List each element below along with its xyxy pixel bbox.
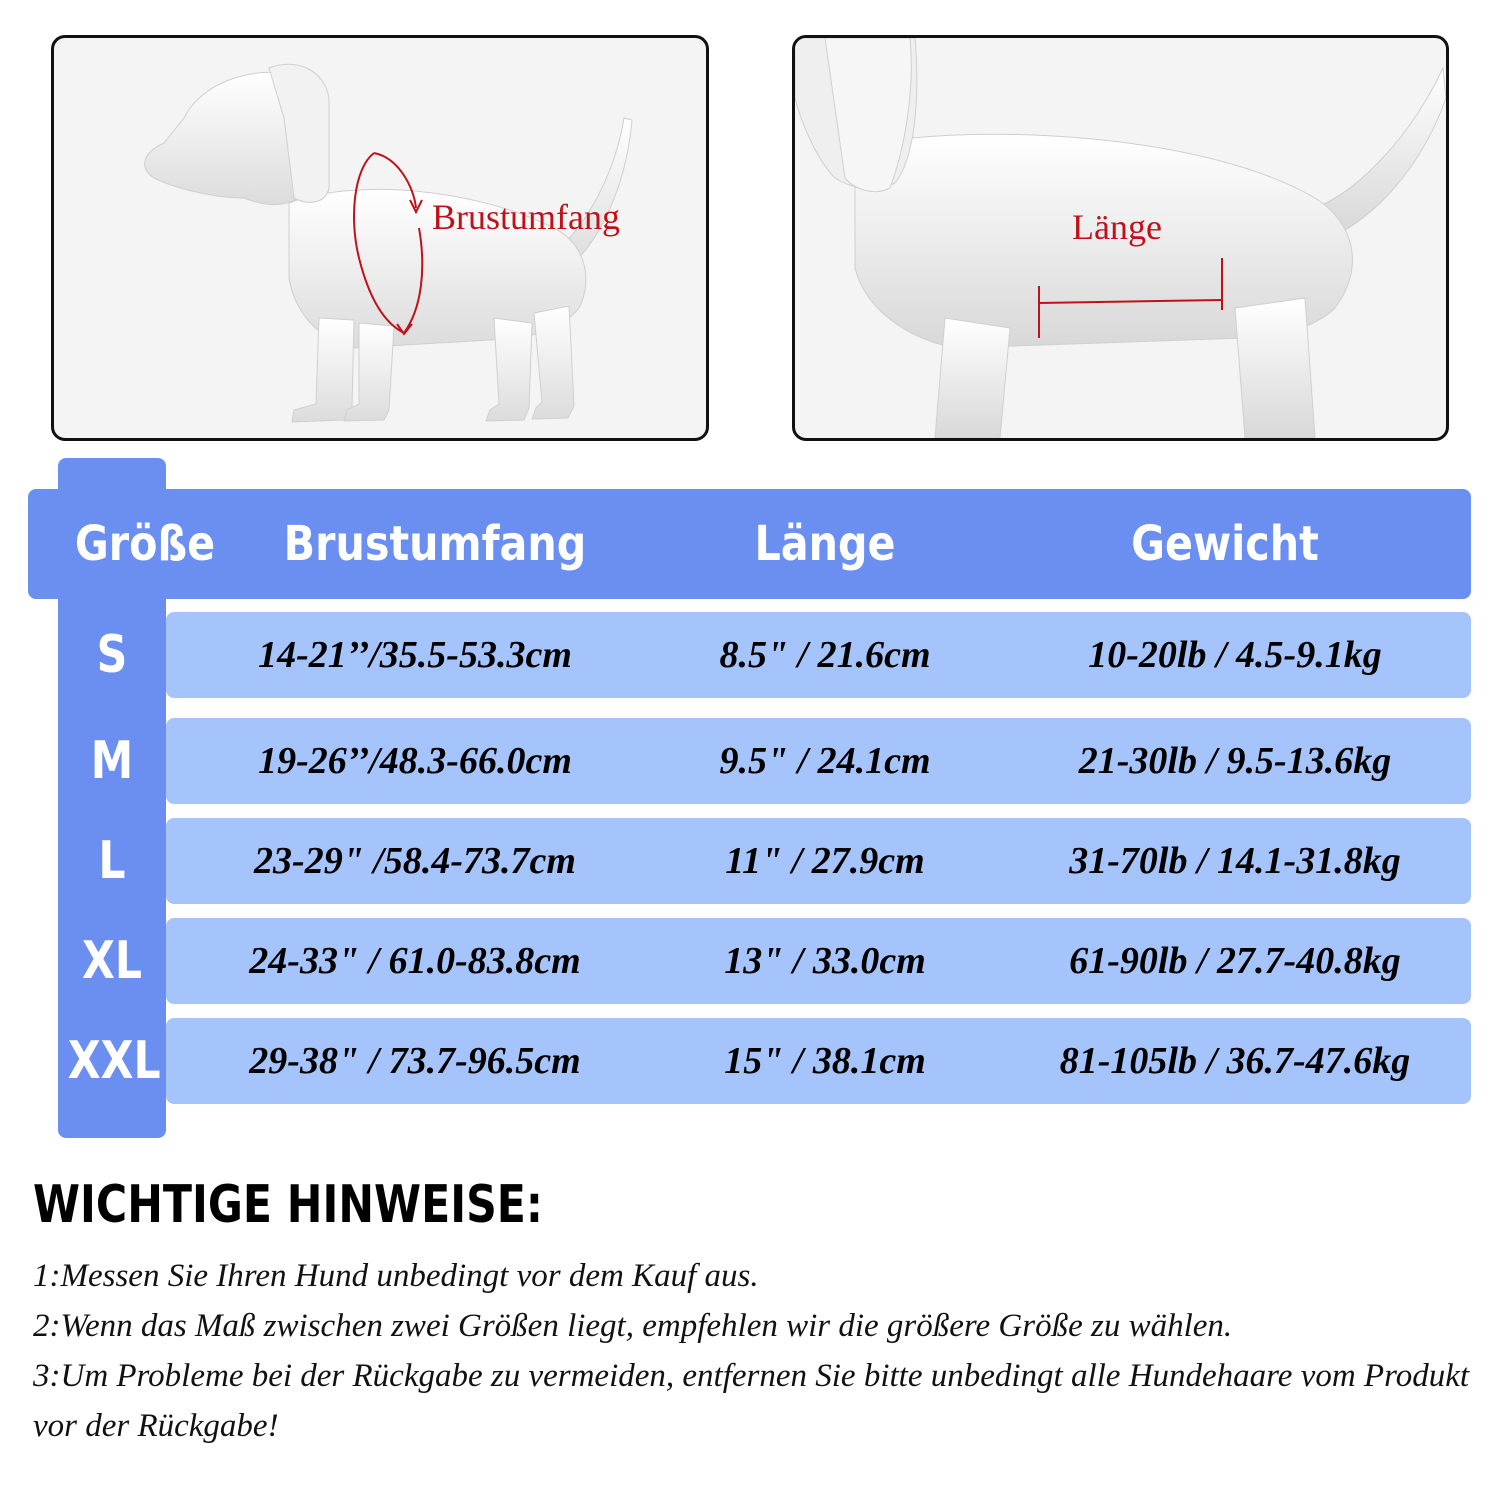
size-label: XXL bbox=[67, 1031, 161, 1091]
length-value: 8.5" / 21.6cm bbox=[719, 634, 931, 676]
chest-girth-label: Brustumfang bbox=[432, 197, 620, 237]
weight-value: 31-70lb / 14.1-31.8kg bbox=[1069, 840, 1401, 882]
header-weight: Gewicht bbox=[1131, 516, 1319, 572]
notes-title: WICHTIGE HINWEISE: bbox=[33, 1175, 543, 1235]
chest-value: 24-33" / 61.0-83.8cm bbox=[249, 940, 581, 982]
length-label: Länge bbox=[1072, 207, 1162, 247]
weight-value: 81-105lb / 36.7-47.6kg bbox=[1059, 1040, 1411, 1082]
size-label: XL bbox=[81, 931, 143, 991]
note-item: 3:Um Probleme bei der Rückgabe zu vermeiden, entfernen Sie bitte unbedingt alle Hundehaare vom Produkt vor der Rückgabe! bbox=[33, 1358, 1470, 1444]
chest-value: 19-26’’/48.3-66.0cm bbox=[258, 740, 572, 782]
size-label: L bbox=[98, 831, 126, 891]
header-size: Größe bbox=[74, 516, 216, 572]
weight-value: 21-30lb / 9.5-13.6kg bbox=[1078, 740, 1392, 782]
length-value: 13" / 33.0cm bbox=[724, 940, 926, 982]
length-value: 15" / 38.1cm bbox=[724, 1040, 926, 1082]
header-chest: Brustumfang bbox=[283, 516, 587, 572]
chest-value: 14-21’’/35.5-53.3cm bbox=[258, 634, 572, 676]
length-value: 9.5" / 24.1cm bbox=[719, 740, 931, 782]
chest-value: 23-29" /58.4-73.7cm bbox=[254, 840, 576, 882]
length-value: 11" / 27.9cm bbox=[725, 840, 925, 882]
weight-value: 61-90lb / 27.7-40.8kg bbox=[1069, 940, 1401, 982]
weight-value: 10-20lb / 4.5-9.1kg bbox=[1088, 634, 1382, 676]
length-diagram-panel bbox=[792, 35, 1449, 441]
chest-value: 29-38" / 73.7-96.5cm bbox=[249, 1040, 581, 1082]
chest-diagram-panel bbox=[51, 35, 709, 441]
note-item: 1:Messen Sie Ihren Hund unbedingt vor dem Kauf aus. bbox=[33, 1258, 759, 1294]
note-item: 2:Wenn das Maß zwischen zwei Größen liegt, empfehlen wir die größere Größe zu wählen. bbox=[33, 1308, 1233, 1344]
size-label: M bbox=[90, 731, 134, 791]
size-label: S bbox=[96, 625, 128, 685]
dog-mannequin-side-icon bbox=[54, 38, 706, 438]
header-length: Länge bbox=[754, 516, 896, 572]
